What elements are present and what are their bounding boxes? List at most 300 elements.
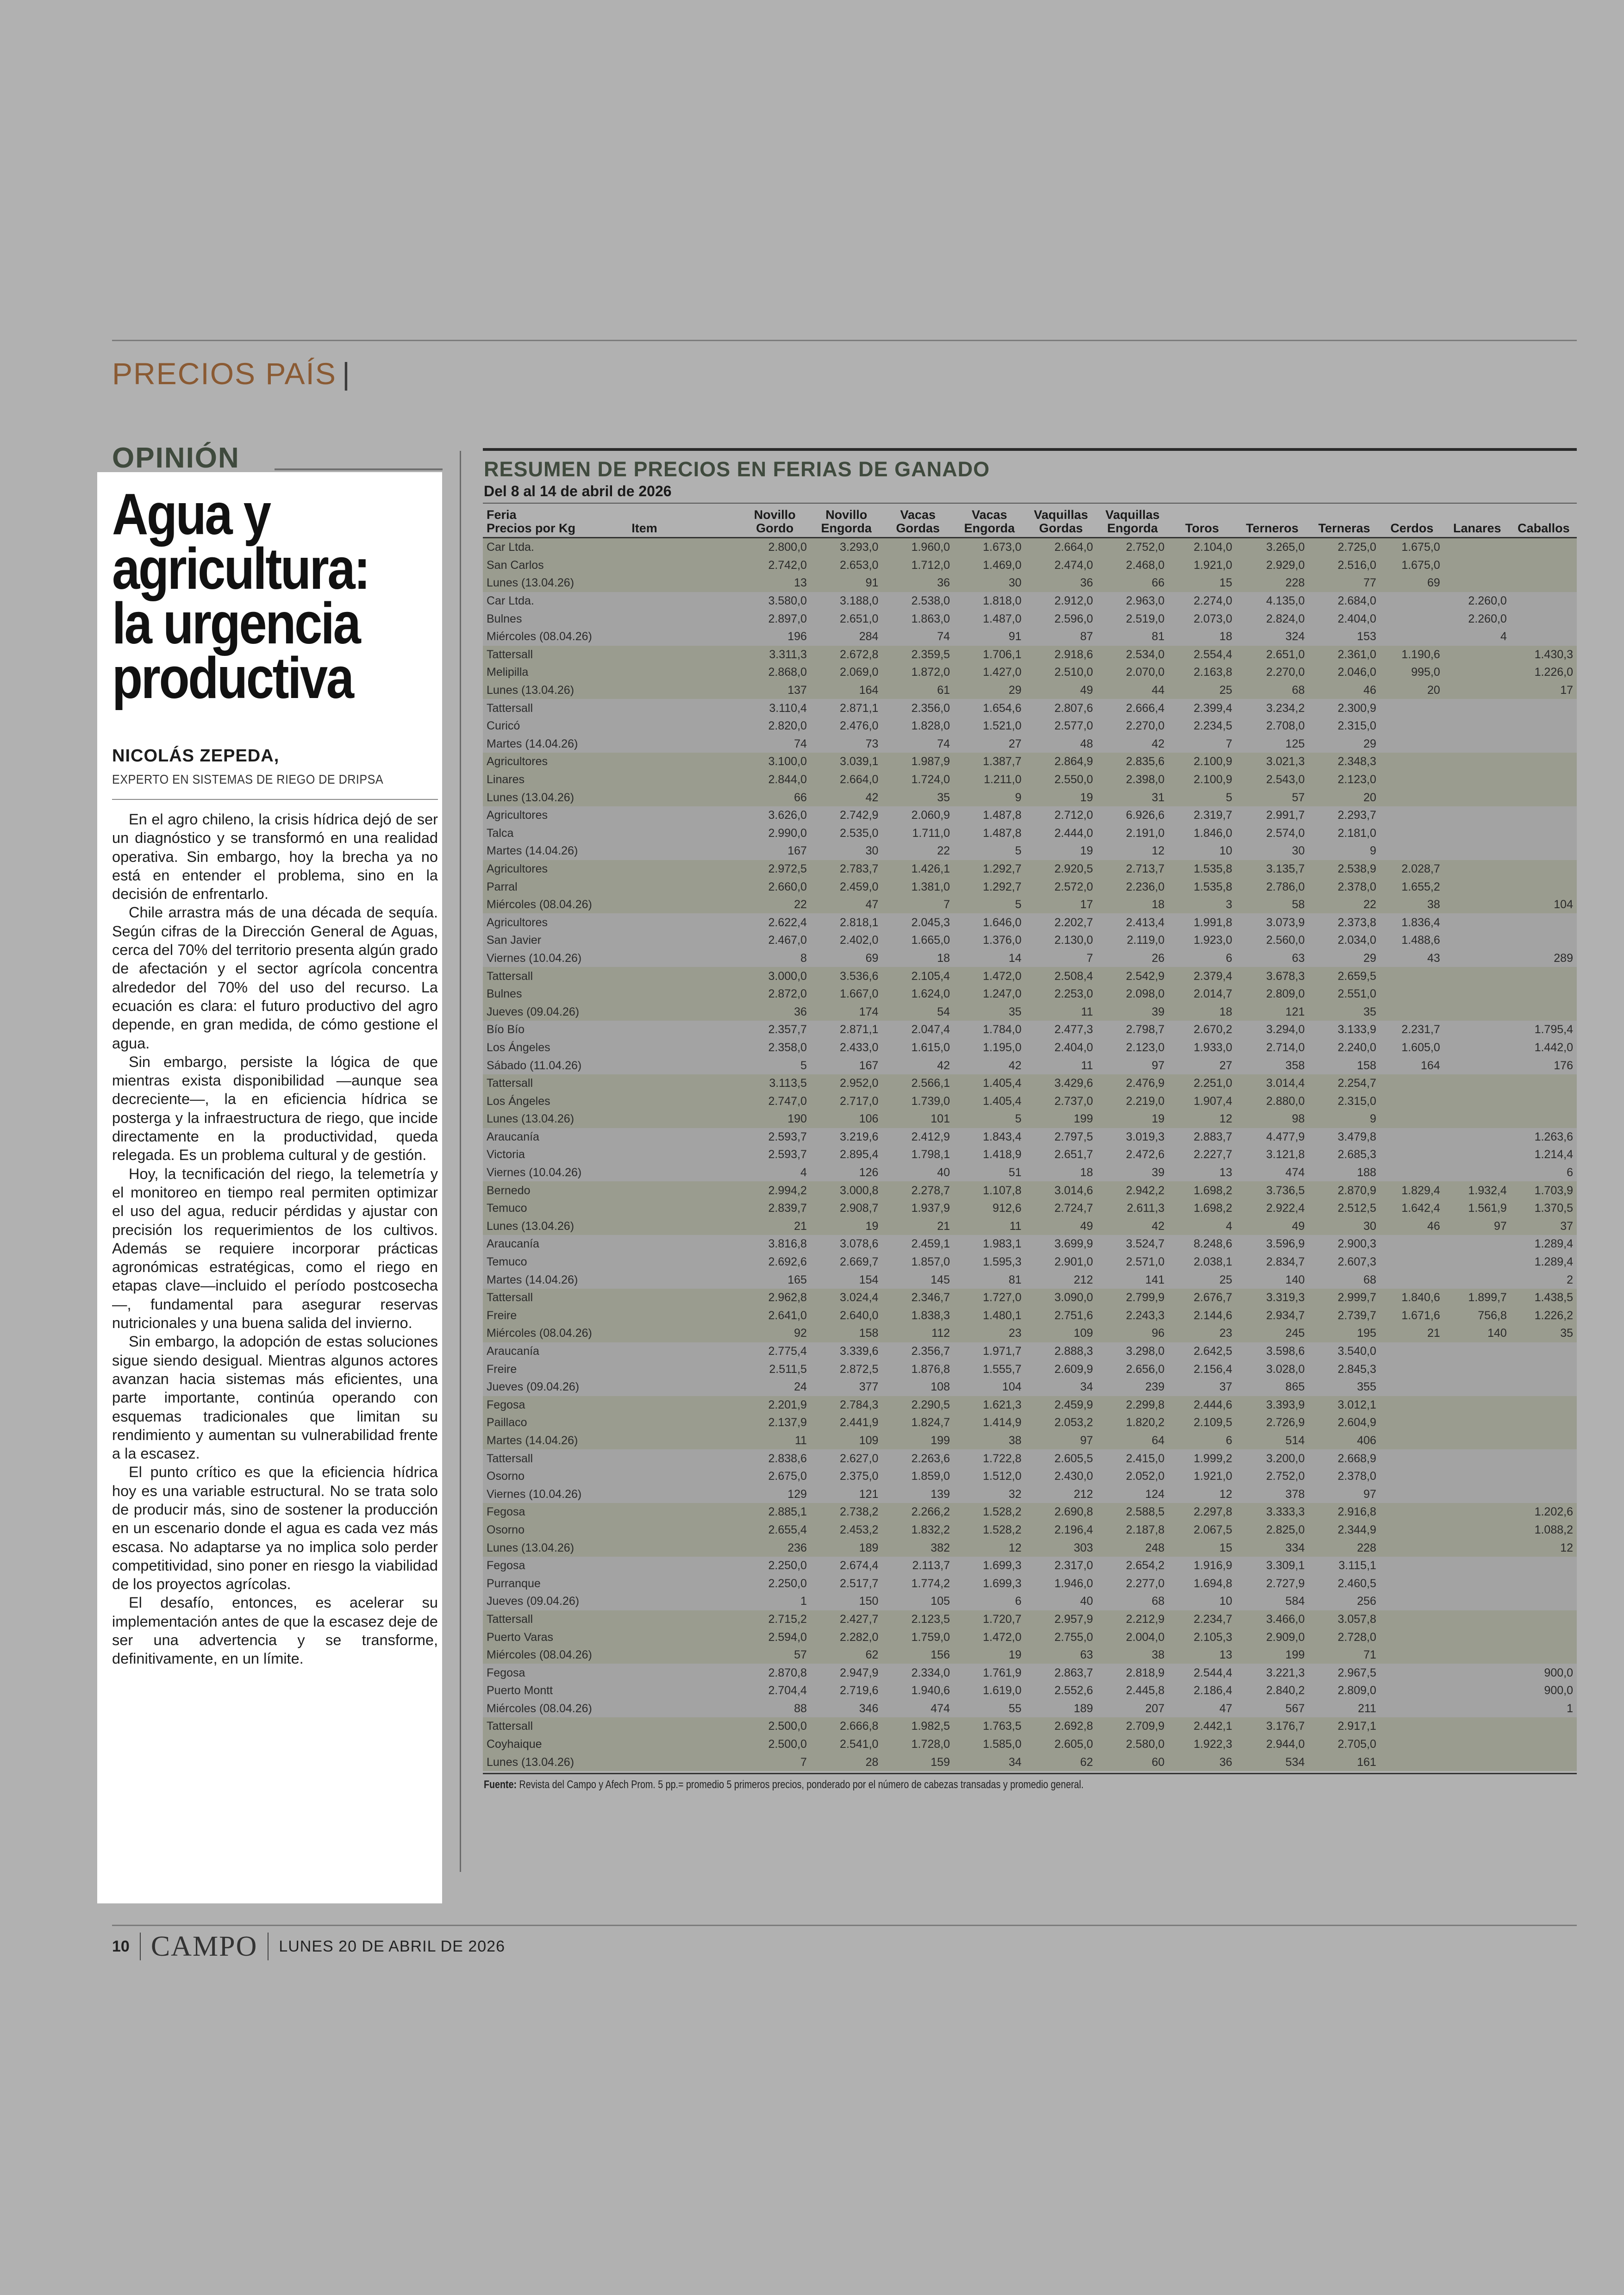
price-cell: 2.963,0 bbox=[1126, 594, 1165, 608]
item-cell bbox=[628, 1735, 739, 1753]
price-cell: 12 bbox=[1560, 1541, 1573, 1554]
feria-cell: Freire bbox=[487, 1362, 517, 1376]
price-cell: 1.761,9 bbox=[983, 1666, 1022, 1679]
price-cell: 2.942,2 bbox=[1126, 1184, 1165, 1197]
price-cell bbox=[1380, 610, 1444, 628]
publication-date: LUNES 20 DE ABRIL DE 2026 bbox=[279, 1937, 505, 1955]
price-cell bbox=[1511, 824, 1577, 842]
price-cell: 2.999,7 bbox=[1337, 1291, 1376, 1304]
feria-group bbox=[483, 1503, 1577, 1557]
price-cell: 1.698,2 bbox=[1193, 1184, 1232, 1197]
price-cell: 2.045,3 bbox=[911, 916, 950, 929]
price-cell bbox=[1444, 556, 1511, 574]
price-cell: 104 bbox=[1554, 898, 1573, 911]
feria-cell: Agricultores bbox=[487, 916, 548, 929]
price-cell: 2.659,5 bbox=[1337, 969, 1376, 983]
headline-line: agricultura: bbox=[112, 536, 369, 601]
table-row bbox=[483, 1164, 1577, 1182]
price-cell: 91 bbox=[865, 576, 879, 590]
price-cell: 1.937,9 bbox=[911, 1202, 950, 1215]
price-cell: 5 bbox=[1015, 844, 1022, 858]
price-cell bbox=[1511, 1592, 1577, 1610]
price-cell bbox=[1444, 931, 1511, 949]
price-cell: 164 bbox=[1421, 1059, 1440, 1072]
article-paragraph: El desafío, entonces, es acelerar su implementación antes de que la escasez deje de ser una advertencia y se transforme, definitivamente, en un límite. bbox=[112, 1594, 438, 1667]
section-header bbox=[112, 353, 351, 394]
price-cell: 2.901,0 bbox=[1054, 1255, 1093, 1269]
price-cell bbox=[1511, 931, 1577, 949]
price-cell: 2.870,9 bbox=[1337, 1184, 1376, 1197]
price-cell: 1.836,4 bbox=[1401, 916, 1440, 929]
price-cell: 2.251,0 bbox=[1193, 1077, 1232, 1090]
price-cell: 2.798,7 bbox=[1126, 1023, 1165, 1036]
price-cell: 1.991,8 bbox=[1193, 916, 1232, 929]
price-cell: 20 bbox=[1427, 684, 1440, 697]
price-cell: 1 bbox=[1567, 1702, 1573, 1715]
price-cell: 2.704,4 bbox=[768, 1684, 807, 1697]
price-cell: 2.640,0 bbox=[840, 1309, 879, 1322]
price-cell: 1.907,4 bbox=[1193, 1094, 1232, 1108]
price-cell bbox=[1444, 1753, 1511, 1771]
price-cell bbox=[1511, 735, 1577, 753]
price-cell: 2.627,0 bbox=[840, 1452, 879, 1465]
price-cell: 7 bbox=[943, 898, 950, 911]
price-cell bbox=[1444, 1664, 1511, 1682]
table-row bbox=[483, 967, 1577, 985]
price-cell: 2.231,7 bbox=[1401, 1023, 1440, 1036]
price-cell bbox=[1380, 788, 1444, 806]
item-cell bbox=[628, 1521, 739, 1539]
price-cell: 2.844,0 bbox=[768, 773, 807, 786]
price-cell: 2.034,0 bbox=[1337, 934, 1376, 947]
item-cell bbox=[628, 1164, 739, 1182]
price-cell bbox=[1444, 824, 1511, 842]
price-cell: 2.786,0 bbox=[1266, 880, 1305, 893]
price-cell: 2.067,5 bbox=[1193, 1523, 1232, 1536]
price-cell: 1.795,4 bbox=[1534, 1023, 1573, 1036]
price-cell bbox=[1380, 1700, 1444, 1718]
price-cell: 1.828,0 bbox=[911, 719, 950, 733]
price-cell: 2.544,4 bbox=[1193, 1666, 1232, 1679]
price-cell: 2.404,0 bbox=[1337, 612, 1376, 625]
price-cell: 212 bbox=[1074, 1273, 1093, 1286]
price-cell bbox=[1380, 717, 1444, 735]
header-vacas-gordas: Vacas Gordas bbox=[896, 508, 940, 535]
price-cell: 2.297,8 bbox=[1193, 1505, 1232, 1519]
price-cell: 18 bbox=[937, 951, 950, 965]
price-cell: 35 bbox=[1008, 1005, 1022, 1018]
price-cell bbox=[1444, 1574, 1511, 1592]
price-cell: 58 bbox=[1292, 898, 1305, 911]
price-cell: 1.655,2 bbox=[1401, 880, 1440, 893]
price-cell: 2.747,0 bbox=[768, 1094, 807, 1108]
price-cell: 3.580,0 bbox=[768, 594, 807, 608]
price-cell: 19 bbox=[1080, 844, 1093, 858]
price-cell: 1.846,0 bbox=[1193, 826, 1232, 840]
feria-cell: Lunes (13.04.26) bbox=[487, 791, 575, 804]
item-cell bbox=[628, 1217, 739, 1235]
price-cell: 2.453,2 bbox=[840, 1523, 879, 1536]
price-cell: 2.137,9 bbox=[768, 1416, 807, 1429]
price-cell: 73 bbox=[865, 737, 879, 750]
price-cell: 92 bbox=[794, 1327, 807, 1340]
price-cell: 71 bbox=[1363, 1648, 1376, 1662]
price-cell: 145 bbox=[931, 1273, 950, 1286]
price-cell bbox=[1444, 1592, 1511, 1610]
table-row bbox=[483, 949, 1577, 967]
price-cell: 900,0 bbox=[1544, 1666, 1573, 1679]
price-cell: 2.398,0 bbox=[1126, 773, 1165, 786]
price-cell: 2.607,3 bbox=[1337, 1255, 1376, 1269]
price-cell: 1.971,7 bbox=[983, 1345, 1022, 1358]
price-cell: 1.824,7 bbox=[911, 1416, 950, 1429]
price-cell: 4.135,0 bbox=[1266, 594, 1305, 608]
price-cell: 2.872,5 bbox=[840, 1362, 879, 1376]
price-cell bbox=[1380, 1485, 1444, 1503]
price-cell: 1.840,6 bbox=[1401, 1291, 1440, 1304]
item-cell bbox=[628, 646, 739, 664]
price-cell: 406 bbox=[1357, 1434, 1376, 1447]
price-cell: 3.000,8 bbox=[840, 1184, 879, 1197]
price-cell bbox=[1380, 1449, 1444, 1467]
price-cell: 2.651,7 bbox=[1054, 1148, 1093, 1161]
price-cell: 18 bbox=[1219, 1005, 1232, 1018]
price-cell: 2.315,0 bbox=[1337, 719, 1376, 733]
price-cell bbox=[1444, 1360, 1511, 1378]
price-cell: 3.311,3 bbox=[769, 648, 807, 661]
table-row bbox=[483, 1432, 1577, 1450]
price-cell: 1.528,2 bbox=[983, 1523, 1022, 1536]
price-cell: 2.672,8 bbox=[840, 648, 879, 661]
price-cell: 1.843,4 bbox=[983, 1130, 1022, 1143]
price-cell: 101 bbox=[931, 1112, 950, 1126]
price-cell: 1.798,1 bbox=[911, 1148, 950, 1161]
price-cell: 2.552,6 bbox=[1054, 1684, 1093, 1697]
item-cell bbox=[628, 610, 739, 628]
item-cell bbox=[628, 913, 739, 931]
price-cell: 2.705,0 bbox=[1337, 1738, 1376, 1751]
price-cell: 2.250,0 bbox=[768, 1559, 807, 1572]
feria-cell: Tattersall bbox=[487, 1612, 533, 1626]
price-cell: 245 bbox=[1285, 1327, 1305, 1340]
price-cell: 1.469,0 bbox=[983, 558, 1022, 572]
price-cell: 2.069,0 bbox=[840, 666, 879, 679]
item-cell bbox=[628, 1271, 739, 1289]
price-cell: 2.293,7 bbox=[1337, 809, 1376, 822]
price-cell: 378 bbox=[1285, 1487, 1305, 1501]
price-cell: 2.719,6 bbox=[840, 1684, 879, 1697]
price-cell: 2.028,7 bbox=[1401, 862, 1440, 875]
price-cell: 1.292,7 bbox=[983, 862, 1022, 875]
table-row bbox=[483, 1449, 1577, 1467]
feria-cell: Bulnes bbox=[487, 987, 522, 1001]
price-cell: 2.596,0 bbox=[1054, 612, 1093, 625]
price-cell: 9 bbox=[1370, 844, 1376, 858]
price-cell: 1.698,2 bbox=[1193, 1202, 1232, 1215]
feria-cell: Lunes (13.04.26) bbox=[487, 1755, 575, 1769]
price-cell: 2.809,0 bbox=[1337, 1684, 1376, 1697]
price-cell: 1.585,0 bbox=[983, 1738, 1022, 1751]
table-row bbox=[483, 574, 1577, 592]
price-cell: 35 bbox=[937, 791, 950, 804]
price-cell: 2.654,2 bbox=[1126, 1559, 1165, 1572]
table-row bbox=[483, 1074, 1577, 1092]
price-cell: 1.561,9 bbox=[1468, 1202, 1507, 1215]
item-cell bbox=[628, 985, 739, 1003]
price-cell: 1.665,0 bbox=[911, 934, 950, 947]
price-cell: 2.872,0 bbox=[768, 987, 807, 1001]
price-cell: 2.070,0 bbox=[1126, 666, 1165, 679]
price-cell: 17 bbox=[1560, 684, 1573, 697]
price-cell bbox=[1444, 1253, 1511, 1271]
price-cell: 1.999,2 bbox=[1193, 1452, 1232, 1465]
feria-cell: Martes (14.04.26) bbox=[487, 1434, 578, 1447]
price-cell: 2.240,0 bbox=[1337, 1041, 1376, 1054]
price-cell bbox=[1444, 842, 1511, 860]
price-cell: 109 bbox=[859, 1434, 879, 1447]
price-cell bbox=[1380, 1557, 1444, 1575]
price-cell bbox=[1380, 1253, 1444, 1271]
price-cell: 995,0 bbox=[1411, 666, 1440, 679]
item-cell bbox=[628, 1628, 739, 1646]
price-cell: 2.864,9 bbox=[1054, 755, 1093, 768]
price-cell bbox=[1380, 1414, 1444, 1432]
price-cell: 2.123,0 bbox=[1337, 773, 1376, 786]
price-cell: 2.468,0 bbox=[1126, 558, 1165, 572]
price-cell bbox=[1511, 1342, 1577, 1360]
top-rule bbox=[112, 340, 1577, 341]
price-cell: 15 bbox=[1219, 576, 1232, 590]
price-cell: 2.551,0 bbox=[1337, 987, 1376, 1001]
table-row bbox=[483, 681, 1577, 699]
feria-cell: Car Ltda. bbox=[487, 541, 534, 554]
price-cell: 2.690,8 bbox=[1054, 1505, 1093, 1519]
table-bottom-rule bbox=[483, 1773, 1577, 1774]
article-paragraph: Sin embargo, la adopción de estas soluciones sigue siendo desigual. Mientras algunos actores avanzan hacia sistemas más eficientes, una parte importante, continúa operando con esquemas tradicionales que limitan su rendimiento y aumentan su vulnerabilidad frente a la escasez. bbox=[112, 1333, 438, 1462]
price-cell: 10 bbox=[1219, 1595, 1232, 1608]
article-paragraph: El punto crítico es que la eficiencia hídrica hoy es una variable estructural. No se trata solo de producir más, sino de sostener la producción en un escenario donde el agua es cada vez más escasa. No adaptarse ya no implica solo perder competitividad, sino poner en riesgo la viabilidad de los proyectos agrícolas. bbox=[112, 1464, 438, 1593]
price-cell: 3.479,8 bbox=[1337, 1130, 1376, 1143]
price-cell: 1.555,7 bbox=[983, 1362, 1022, 1376]
price-cell: 3.014,4 bbox=[1266, 1077, 1305, 1090]
price-cell bbox=[1380, 1110, 1444, 1128]
price-cell bbox=[1444, 1074, 1511, 1092]
price-cell bbox=[1511, 1628, 1577, 1646]
header-item: Item bbox=[631, 521, 657, 535]
price-cell: 30 bbox=[865, 844, 879, 858]
publication-name: CAMPO bbox=[150, 1930, 258, 1962]
price-cell: 1.712,0 bbox=[911, 558, 950, 572]
price-cell: 2.105,4 bbox=[911, 969, 950, 983]
feria-group bbox=[483, 1074, 1577, 1128]
price-cell: 2.642,5 bbox=[1193, 1345, 1232, 1358]
price-cell: 2.835,6 bbox=[1126, 755, 1165, 768]
price-cell bbox=[1380, 1735, 1444, 1753]
price-cell: 1.838,3 bbox=[911, 1309, 950, 1322]
feria-cell: Agricultores bbox=[487, 755, 548, 768]
table-row bbox=[483, 1235, 1577, 1253]
price-cell: 190 bbox=[787, 1112, 807, 1126]
price-cell: 49 bbox=[1080, 684, 1093, 697]
price-cell: 38 bbox=[1008, 1434, 1022, 1447]
price-cell: 2.739,7 bbox=[1337, 1309, 1376, 1322]
price-cell: 2.708,0 bbox=[1266, 719, 1305, 733]
price-cell: 1.624,0 bbox=[911, 987, 950, 1001]
price-cell bbox=[1444, 681, 1511, 699]
price-cell: 174 bbox=[859, 1005, 879, 1018]
feria-cell: Jueves (09.04.26) bbox=[487, 1595, 580, 1608]
price-cell: 2.430,0 bbox=[1054, 1470, 1093, 1483]
table-row bbox=[483, 896, 1577, 914]
price-cell: 1.605,0 bbox=[1401, 1041, 1440, 1054]
price-cell bbox=[1444, 1378, 1511, 1396]
item-cell bbox=[628, 1360, 739, 1378]
price-cell bbox=[1444, 1700, 1511, 1718]
price-cell: 2.725,0 bbox=[1337, 541, 1376, 554]
price-cell: 1 bbox=[800, 1595, 807, 1608]
table-subtitle-rule bbox=[483, 503, 1577, 504]
price-cell: 1.820,2 bbox=[1126, 1416, 1165, 1429]
price-cell: 81 bbox=[1008, 1273, 1022, 1286]
price-cell: 1.263,6 bbox=[1534, 1130, 1573, 1143]
price-cell: 2.871,1 bbox=[840, 701, 879, 715]
price-cell: 2.511,5 bbox=[769, 1362, 807, 1376]
price-cell: 2.709,9 bbox=[1126, 1720, 1165, 1733]
table-row bbox=[483, 913, 1577, 931]
item-cell bbox=[628, 735, 739, 753]
price-cell bbox=[1511, 1717, 1577, 1735]
price-cell: 3.073,9 bbox=[1266, 916, 1305, 929]
price-cell: 12 bbox=[1219, 1112, 1232, 1126]
price-cell: 11 bbox=[1081, 1059, 1093, 1072]
price-cell: 48 bbox=[1080, 737, 1093, 750]
price-cell bbox=[1380, 1360, 1444, 1378]
price-cell: 37 bbox=[1219, 1380, 1232, 1394]
item-cell bbox=[628, 663, 739, 681]
price-cell bbox=[1511, 699, 1577, 717]
price-cell: 1.921,0 bbox=[1193, 1470, 1232, 1483]
price-cell: 2.668,9 bbox=[1337, 1452, 1376, 1465]
price-cell: 11 bbox=[794, 1434, 807, 1447]
item-cell bbox=[628, 824, 739, 842]
price-cell bbox=[1380, 1164, 1444, 1182]
item-cell bbox=[628, 681, 739, 699]
price-cell bbox=[1380, 1074, 1444, 1092]
price-cell bbox=[1380, 1271, 1444, 1289]
price-cell bbox=[1444, 860, 1511, 878]
item-cell bbox=[628, 1664, 739, 1682]
price-cell: 1.711,0 bbox=[912, 826, 950, 840]
price-cell: 2.577,0 bbox=[1054, 719, 1093, 733]
price-cell: 256 bbox=[1357, 1595, 1376, 1608]
price-cell: 12 bbox=[1008, 1541, 1022, 1554]
feria-group bbox=[483, 538, 1577, 592]
item-cell bbox=[628, 1539, 739, 1557]
price-cell: 1.487,8 bbox=[983, 826, 1022, 840]
price-cell bbox=[1511, 628, 1577, 646]
price-cell: 2.047,4 bbox=[911, 1023, 950, 1036]
price-cell bbox=[1511, 574, 1577, 592]
price-cell: 2.908,7 bbox=[840, 1202, 879, 1215]
price-cell: 2.824,0 bbox=[1266, 612, 1305, 625]
price-cell: 912,6 bbox=[992, 1202, 1022, 1215]
price-cell: 2.361,0 bbox=[1337, 648, 1376, 661]
feria-group bbox=[483, 913, 1577, 967]
price-cell: 2.839,7 bbox=[768, 1202, 807, 1215]
price-cell: 2.250,0 bbox=[768, 1577, 807, 1590]
price-cell: 46 bbox=[1363, 684, 1376, 697]
price-cell: 1.671,6 bbox=[1401, 1309, 1440, 1322]
price-cell: 2.253,0 bbox=[1054, 987, 1093, 1001]
price-cell: 91 bbox=[1008, 630, 1022, 643]
price-cell: 2.653,0 bbox=[840, 558, 879, 572]
price-cell: 2.300,9 bbox=[1337, 701, 1376, 715]
price-cell: 167 bbox=[787, 844, 807, 858]
price-cell: 49 bbox=[1080, 1219, 1093, 1233]
price-cell: 2.868,0 bbox=[768, 666, 807, 679]
price-cell bbox=[1444, 1485, 1511, 1503]
price-cell: 158 bbox=[1357, 1059, 1376, 1072]
table-row bbox=[483, 1557, 1577, 1575]
price-cell: 3.536,6 bbox=[840, 969, 879, 983]
table-row bbox=[483, 699, 1577, 717]
feria-group bbox=[483, 699, 1577, 753]
price-cell: 3.234,2 bbox=[1266, 701, 1305, 715]
price-cell: 154 bbox=[859, 1273, 879, 1286]
feria-cell: Tattersall bbox=[487, 1077, 533, 1090]
price-cell: 2.588,5 bbox=[1126, 1505, 1165, 1519]
price-cell bbox=[1511, 1485, 1577, 1503]
price-cell: 140 bbox=[1285, 1273, 1305, 1286]
price-cell bbox=[1380, 967, 1444, 985]
price-cell: 236 bbox=[787, 1541, 807, 1554]
feria-cell: Araucanía bbox=[487, 1237, 539, 1251]
price-cell: 2.717,0 bbox=[840, 1094, 879, 1108]
feria-cell: Tattersall bbox=[487, 1452, 533, 1465]
table-row bbox=[483, 1307, 1577, 1325]
price-cell: 2.566,1 bbox=[911, 1077, 950, 1090]
price-cell: 3.113,5 bbox=[769, 1077, 807, 1090]
feria-cell: Tattersall bbox=[487, 969, 533, 983]
price-cell: 2.909,0 bbox=[1266, 1630, 1305, 1644]
header-vacas-engorda: Vacas Engorda bbox=[964, 508, 1015, 535]
price-cell bbox=[1444, 1164, 1511, 1182]
price-cell: 1.615,0 bbox=[911, 1041, 950, 1054]
price-cell: 2.460,5 bbox=[1337, 1577, 1376, 1590]
price-cell: 2.752,0 bbox=[1266, 1470, 1305, 1483]
price-cell: 2.670,2 bbox=[1193, 1023, 1232, 1036]
price-cell: 37 bbox=[1560, 1219, 1573, 1233]
price-cell: 97 bbox=[1494, 1219, 1507, 1233]
price-cell: 2.227,7 bbox=[1193, 1148, 1232, 1161]
table-row bbox=[483, 753, 1577, 771]
price-cell: 22 bbox=[1363, 898, 1376, 911]
price-cell: 1.226,0 bbox=[1534, 666, 1573, 679]
price-cell: 42 bbox=[1008, 1059, 1022, 1072]
header-terneros: Terneros bbox=[1246, 521, 1299, 535]
price-cell: 1.675,0 bbox=[1401, 558, 1440, 572]
feria-group bbox=[483, 1128, 1577, 1182]
price-cell: 1.706,1 bbox=[983, 648, 1022, 661]
price-cell: 2.944,0 bbox=[1266, 1738, 1305, 1751]
section-separator: | bbox=[342, 356, 351, 391]
price-cell: 3.039,1 bbox=[840, 755, 879, 768]
price-cell: 2.444,6 bbox=[1193, 1398, 1232, 1411]
price-cell bbox=[1444, 753, 1511, 771]
price-cell: 2.724,7 bbox=[1054, 1202, 1093, 1215]
price-cell: 68 bbox=[1292, 684, 1305, 697]
price-cell: 1.759,0 bbox=[911, 1630, 950, 1644]
